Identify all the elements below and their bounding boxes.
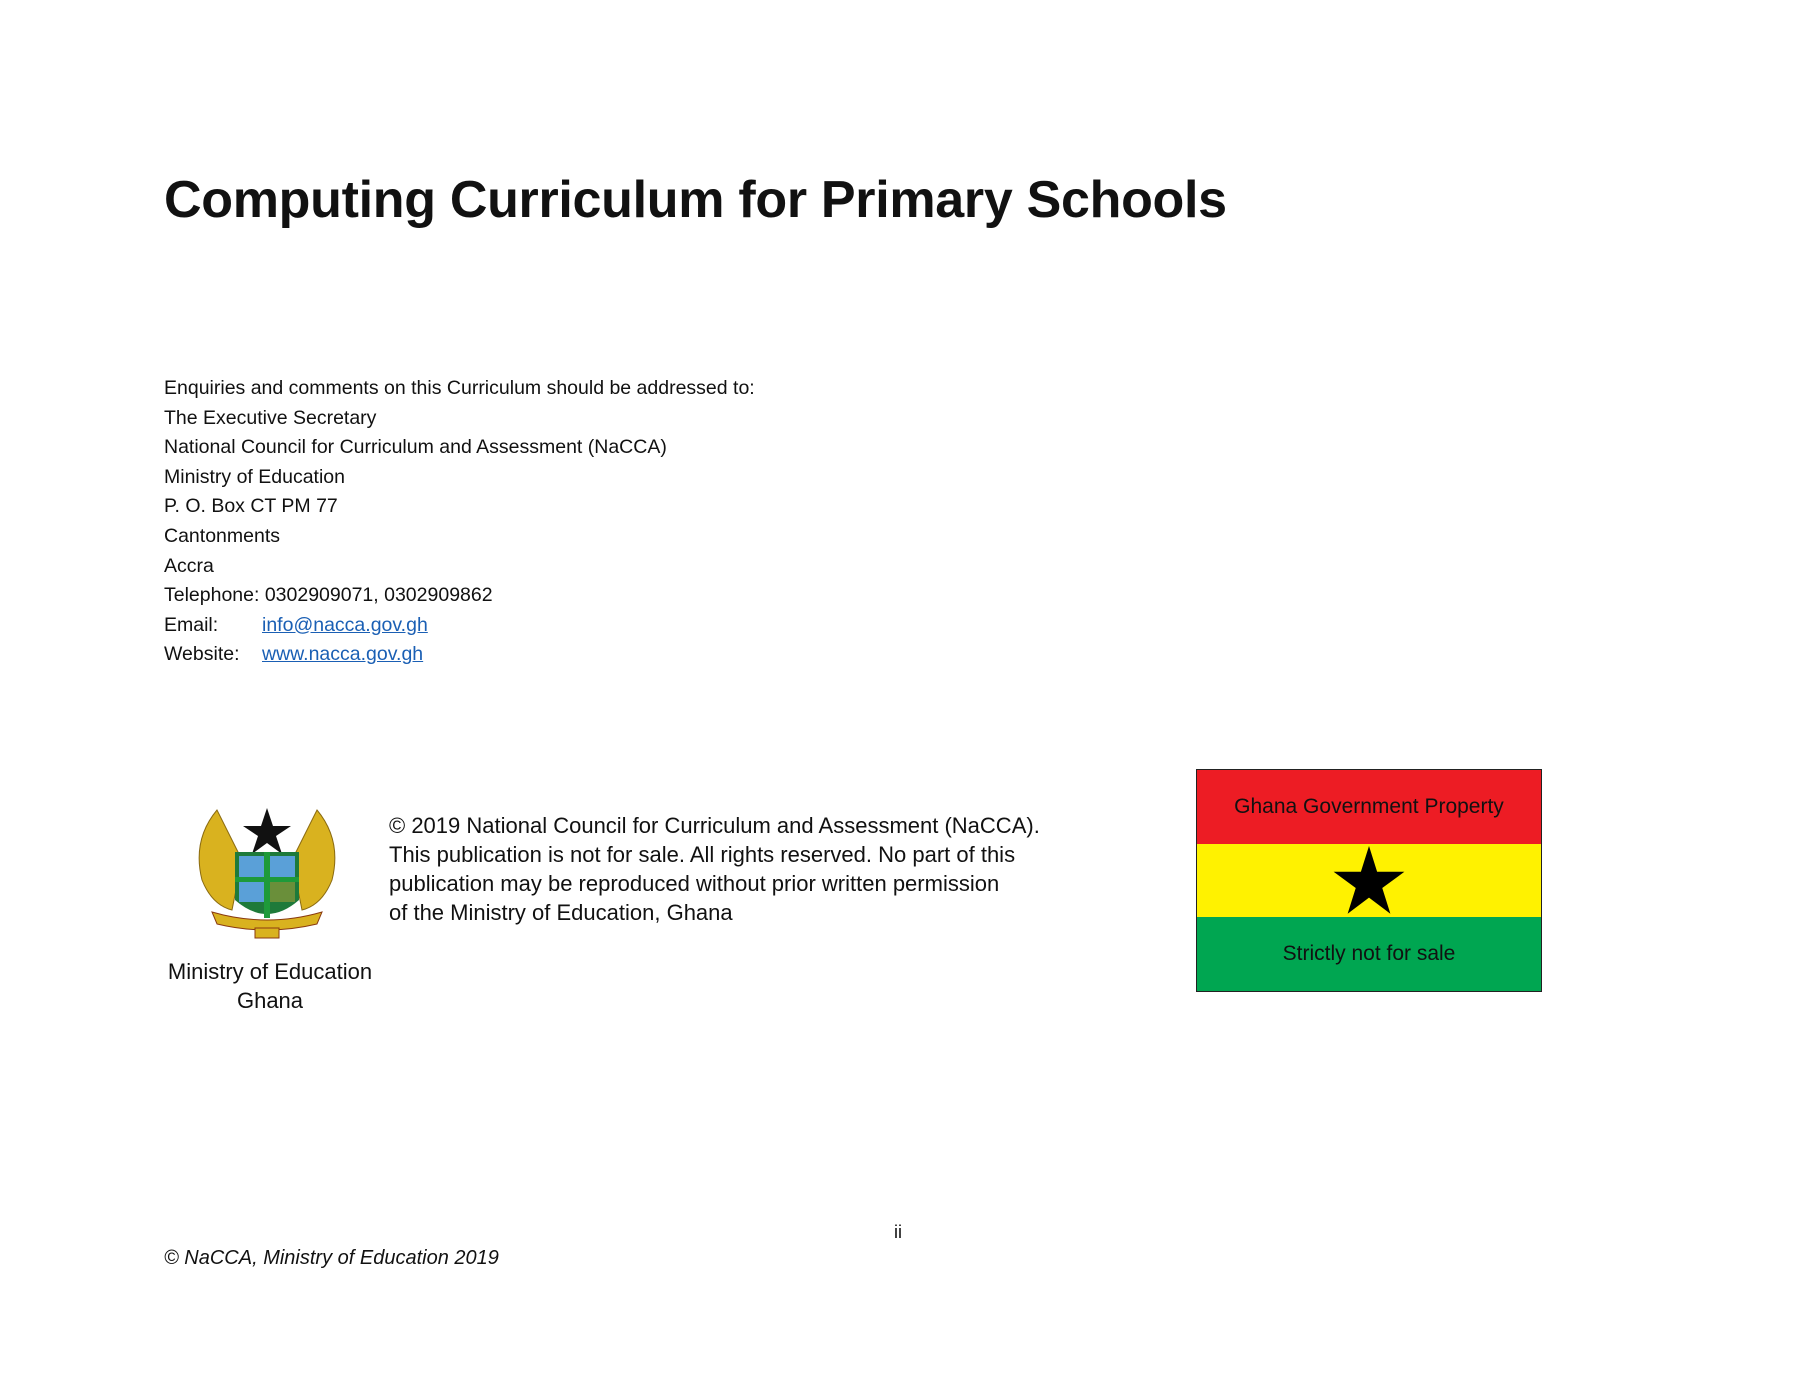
email-label: Email: <box>164 613 219 636</box>
flag-red-band <box>1197 770 1541 844</box>
copyright-line: of the Ministry of Education, Ghana <box>389 900 733 925</box>
copyright-line: This publication is not for sale. All rights reserved. No part of this <box>389 842 1016 867</box>
contact-line: Cantonments <box>164 524 280 547</box>
website-link[interactable]: www.nacca.gov.gh <box>262 643 424 666</box>
page-number: ii <box>894 1222 902 1242</box>
contact-intro: Enquiries and comments on this Curriculum should be addressed to: <box>164 377 755 399</box>
contact-line: P. O. Box CT PM 77 <box>164 495 338 518</box>
ghana-flag-badge <box>1196 769 1542 992</box>
contact-line: The Executive Secretary <box>164 406 377 429</box>
contact-block <box>164 374 755 670</box>
copyright-line: publication may be reproduced without prior written permission <box>389 871 1000 896</box>
flag-green-band <box>1197 917 1541 991</box>
page-title: Computing Curriculum for Primary Schools <box>164 171 1227 229</box>
black-star-icon <box>1328 846 1410 916</box>
contact-line: Telephone: 0302909071, 0302909862 <box>164 584 493 607</box>
email-link[interactable]: info@nacca.gov.gh <box>262 613 428 636</box>
flag-top-text: Ghana Government Property <box>1234 794 1504 818</box>
emblem-caption-line1: Ministry of Education <box>167 959 373 984</box>
ghana-coat-of-arms-emblem <box>187 800 347 946</box>
copyright-line: © 2019 National Council for Curriculum and Assessment (NaCCA). <box>389 813 1040 838</box>
contact-line: National Council for Curriculum and Assessment (NaCCA) <box>164 436 667 459</box>
website-row <box>164 640 755 670</box>
contact-line: Ministry of Education <box>164 465 345 488</box>
copyright-notice <box>389 811 1040 927</box>
email-row <box>164 611 755 641</box>
footer-copyright: © NaCCA, Ministry of Education 2019 <box>164 1247 499 1269</box>
website-label: Website: <box>164 643 240 666</box>
emblem-caption <box>154 957 386 1015</box>
emblem-caption-line2: Ghana <box>236 988 304 1013</box>
flag-bottom-text: Strictly not for sale <box>1282 942 1456 966</box>
contact-line: Accra <box>164 554 214 577</box>
flag-yellow-band <box>1197 844 1541 918</box>
